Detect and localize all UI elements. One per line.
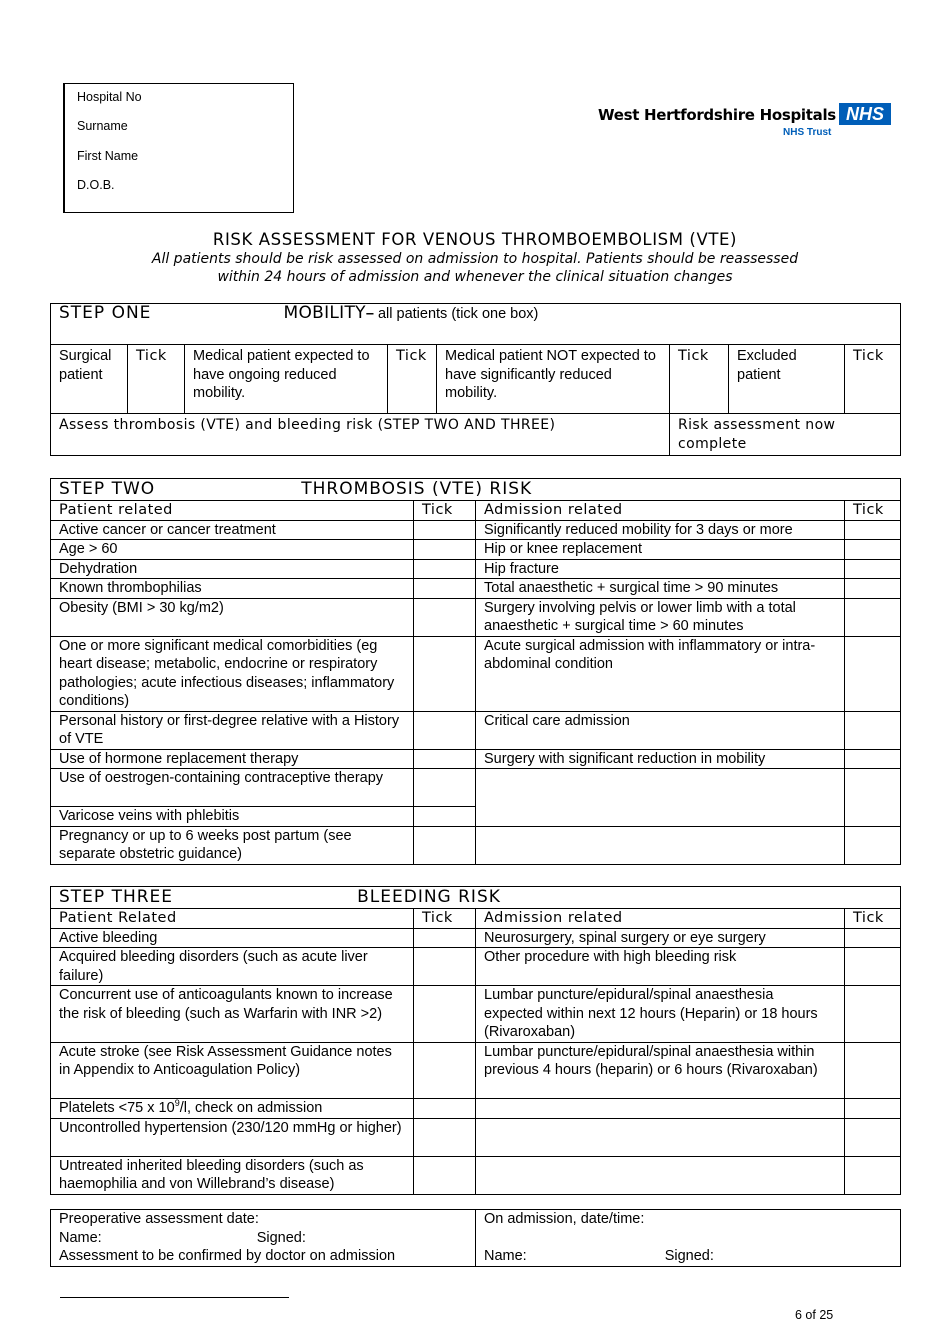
col-patient-related: Patient Related xyxy=(51,909,414,929)
step-three-heading: BLEEDING RISK xyxy=(357,887,501,907)
vte-patient-risk: Personal history or first-degree relative with a History of VTE xyxy=(51,711,414,749)
subtitle-line-1: All patients should be risk assessed on admission to hospital. Patients should be reassessed xyxy=(151,251,799,267)
vte-admission-risk: Total anaesthetic + surgical time > 90 minutes xyxy=(476,579,845,599)
tick-box[interactable] xyxy=(845,948,901,986)
preop-name-label: Name: xyxy=(59,1229,102,1246)
page-title: RISK ASSESSMENT FOR VENOUS THROMBOEMBOLISM (VTE) xyxy=(212,230,738,249)
assessment-complete-note: Risk assessment now complete xyxy=(670,414,901,456)
tick-box[interactable] xyxy=(414,579,476,599)
vte-patient-risk: Obesity (BMI > 30 kg/m2) xyxy=(51,598,414,636)
trust-logo xyxy=(598,103,893,143)
page-number: 6 of 25 xyxy=(795,1308,834,1322)
platelets-text: Platelets <75 x 10 xyxy=(59,1099,175,1116)
bleeding-patient-risk: Uncontrolled hypertension (230/120 mmHg or higher) xyxy=(51,1118,414,1156)
vte-admission-risk: Acute surgical admission with inflammatory or intra-abdominal condition xyxy=(476,636,845,711)
admission-date-label: On admission, date/time: xyxy=(484,1211,645,1227)
tick-box[interactable] xyxy=(845,579,901,599)
vte-admission-risk: Hip or knee replacement xyxy=(476,540,845,560)
vte-admission-risk: Critical care admission xyxy=(476,711,845,749)
step-one-label: STEP ONE xyxy=(59,303,152,323)
vte-patient-risk: Pregnancy or up to 6 weeks post partum (see separate obstetric guidance) xyxy=(51,826,414,864)
bleeding-patient-risk: Active bleeding xyxy=(51,928,414,948)
bleeding-patient-risk-platelets xyxy=(51,1098,414,1118)
step-three-table xyxy=(50,886,901,1195)
tick-box[interactable] xyxy=(414,1118,476,1156)
empty-cell xyxy=(476,1098,845,1118)
step-one-note: all patients (tick one box) xyxy=(377,306,539,322)
vte-admission-risk: Hip fracture xyxy=(476,559,845,579)
tick-box[interactable] xyxy=(845,1042,901,1098)
tick-box[interactable] xyxy=(414,807,476,827)
bleeding-patient-risk: Acquired bleeding disorders (such as acute liver failure) xyxy=(51,948,414,986)
empty-cell xyxy=(476,769,845,827)
tick-box[interactable] xyxy=(845,769,901,827)
tick-medical-not-reduced[interactable]: Tick xyxy=(670,345,729,414)
tick-box[interactable] xyxy=(845,598,901,636)
tick-box[interactable] xyxy=(845,826,901,864)
option-excluded: Excluded patient xyxy=(729,345,845,414)
tick-box[interactable] xyxy=(845,749,901,769)
step-two-table xyxy=(50,478,901,865)
tick-box[interactable] xyxy=(845,1098,901,1118)
tick-box[interactable] xyxy=(414,928,476,948)
step-one-heading: MOBILITY xyxy=(283,303,366,323)
col-tick: Tick xyxy=(414,501,476,521)
tick-box[interactable] xyxy=(845,559,901,579)
tick-medical-reduced[interactable]: Tick xyxy=(388,345,437,414)
bleeding-admission-risk: Other procedure with high bleeding risk xyxy=(476,948,845,986)
hospital-no-label: Hospital No xyxy=(77,90,142,104)
tick-excluded[interactable]: Tick xyxy=(845,345,901,414)
tick-box[interactable] xyxy=(414,826,476,864)
empty-cell xyxy=(476,1118,845,1156)
patient-details-box xyxy=(63,83,294,213)
tick-box[interactable] xyxy=(845,1118,901,1156)
tick-box[interactable] xyxy=(414,769,476,807)
step-two-heading: THROMBOSIS (VTE) RISK xyxy=(301,479,533,499)
tick-box[interactable] xyxy=(414,1156,476,1194)
vte-patient-risk: Use of hormone replacement therapy xyxy=(51,749,414,769)
bleeding-patient-risk: Untreated inherited bleeding disorders (such as haemophilia and von Willebrand’s disease) xyxy=(51,1156,414,1194)
col-tick-2: Tick xyxy=(845,909,901,929)
tick-box[interactable] xyxy=(845,520,901,540)
vte-patient-risk: Varicose veins with phlebitis xyxy=(51,807,414,827)
tick-box[interactable] xyxy=(414,540,476,560)
vte-admission-risk: Surgery with significant reduction in mobility xyxy=(476,749,845,769)
vte-patient-risk: Age > 60 xyxy=(51,540,414,560)
bleeding-patient-risk: Concurrent use of anticoagulants known to increase the risk of bleeding (such as Warfarin with INR >2) xyxy=(51,986,414,1043)
footnote-divider xyxy=(60,1297,289,1298)
option-medical-not-reduced: Medical patient NOT expected to have significantly reduced mobility. xyxy=(437,345,670,414)
tick-box[interactable] xyxy=(414,948,476,986)
col-tick-2: Tick xyxy=(845,501,901,521)
step-one-dash: – xyxy=(365,306,374,322)
tick-box[interactable] xyxy=(845,928,901,948)
vte-patient-risk: Use of oestrogen-containing contraceptive therapy xyxy=(51,769,414,807)
nhs-badge: NHS xyxy=(839,103,891,125)
tick-box[interactable] xyxy=(414,1042,476,1098)
col-admission-related: Admission related xyxy=(476,501,845,521)
platelets-tail: /l, check on admission xyxy=(179,1099,323,1116)
tick-box[interactable] xyxy=(845,986,901,1043)
signoff-table xyxy=(50,1209,901,1267)
assess-risk-note: Assess thrombosis (VTE) and bleeding risk (STEP TWO AND THREE) xyxy=(51,414,670,456)
vte-admission-risk: Surgery involving pelvis or lower limb with a total anaesthetic + surgical time > 60 minutes xyxy=(476,598,845,636)
vte-admission-risk: Significantly reduced mobility for 3 days or more xyxy=(476,520,845,540)
admission-signed-label: Signed: xyxy=(664,1248,714,1264)
bleeding-patient-risk: Acute stroke (see Risk Assessment Guidance notes in Appendix to Anticoagulation Policy) xyxy=(51,1042,414,1098)
col-patient-related: Patient related xyxy=(51,501,414,521)
tick-box[interactable] xyxy=(414,559,476,579)
tick-box[interactable] xyxy=(414,986,476,1043)
option-medical-reduced: Medical patient expected to have ongoing reduced mobility. xyxy=(185,345,388,414)
step-one-table xyxy=(50,303,901,456)
vte-patient-risk: Known thrombophilias xyxy=(51,579,414,599)
tick-box[interactable] xyxy=(414,711,476,749)
preop-section xyxy=(51,1210,476,1267)
tick-box[interactable] xyxy=(414,636,476,711)
tick-box[interactable] xyxy=(845,711,901,749)
step-three-label: STEP THREE xyxy=(59,887,174,907)
logo-org-name: West Hertfordshire Hospitals xyxy=(598,106,836,124)
tick-box[interactable] xyxy=(414,749,476,769)
tick-box[interactable] xyxy=(845,1156,901,1194)
preop-signed-label: Signed: xyxy=(256,1229,306,1246)
admission-section xyxy=(476,1210,901,1267)
tick-box[interactable] xyxy=(414,520,476,540)
vte-patient-risk: Dehydration xyxy=(51,559,414,579)
first-name-label: First Name xyxy=(77,149,139,163)
tick-box[interactable] xyxy=(414,1098,476,1118)
col-admission-related: Admission related xyxy=(476,909,845,929)
option-surgical-patient: Surgical patient xyxy=(51,345,128,414)
bleeding-admission-risk: Lumbar puncture/epidural/spinal anaesthesia expected within next 12 hours (Heparin) or 18 hours (Rivaroxaban) xyxy=(476,986,845,1043)
empty-cell xyxy=(476,826,845,864)
vte-patient-risk: Active cancer or cancer treatment xyxy=(51,520,414,540)
tick-surgical[interactable]: Tick xyxy=(128,345,185,414)
dob-label: D.O.B. xyxy=(77,178,115,192)
step-two-label: STEP TWO xyxy=(59,479,156,499)
platelets-exponent: 9 xyxy=(174,1097,180,1108)
preop-date-label: Preoperative assessment date: xyxy=(59,1211,259,1227)
subtitle-line-2: within 24 hours of admission and whenever the clinical situation changes xyxy=(217,269,733,285)
bleeding-admission-risk: Neurosurgery, spinal surgery or eye surgery xyxy=(476,928,845,948)
admission-name-label: Name: xyxy=(484,1248,527,1264)
tick-box[interactable] xyxy=(845,636,901,711)
tick-box[interactable] xyxy=(845,540,901,560)
logo-trust-label: NHS Trust xyxy=(783,127,832,138)
surname-label: Surname xyxy=(77,119,128,133)
confirm-note: Assessment to be confirmed by doctor on admission xyxy=(59,1248,396,1264)
tick-box[interactable] xyxy=(414,598,476,636)
bleeding-admission-risk: Lumbar puncture/epidural/spinal anaesthesia within previous 4 hours (heparin) or 6 hours (Rivaroxaban) xyxy=(476,1042,845,1098)
col-tick: Tick xyxy=(414,909,476,929)
empty-cell xyxy=(476,1156,845,1194)
vte-patient-risk: One or more significant medical comorbidities (eg heart disease; metabolic, endocrine or respiratory pathologies; acute infectious diseases; inflammatory conditions) xyxy=(51,636,414,711)
